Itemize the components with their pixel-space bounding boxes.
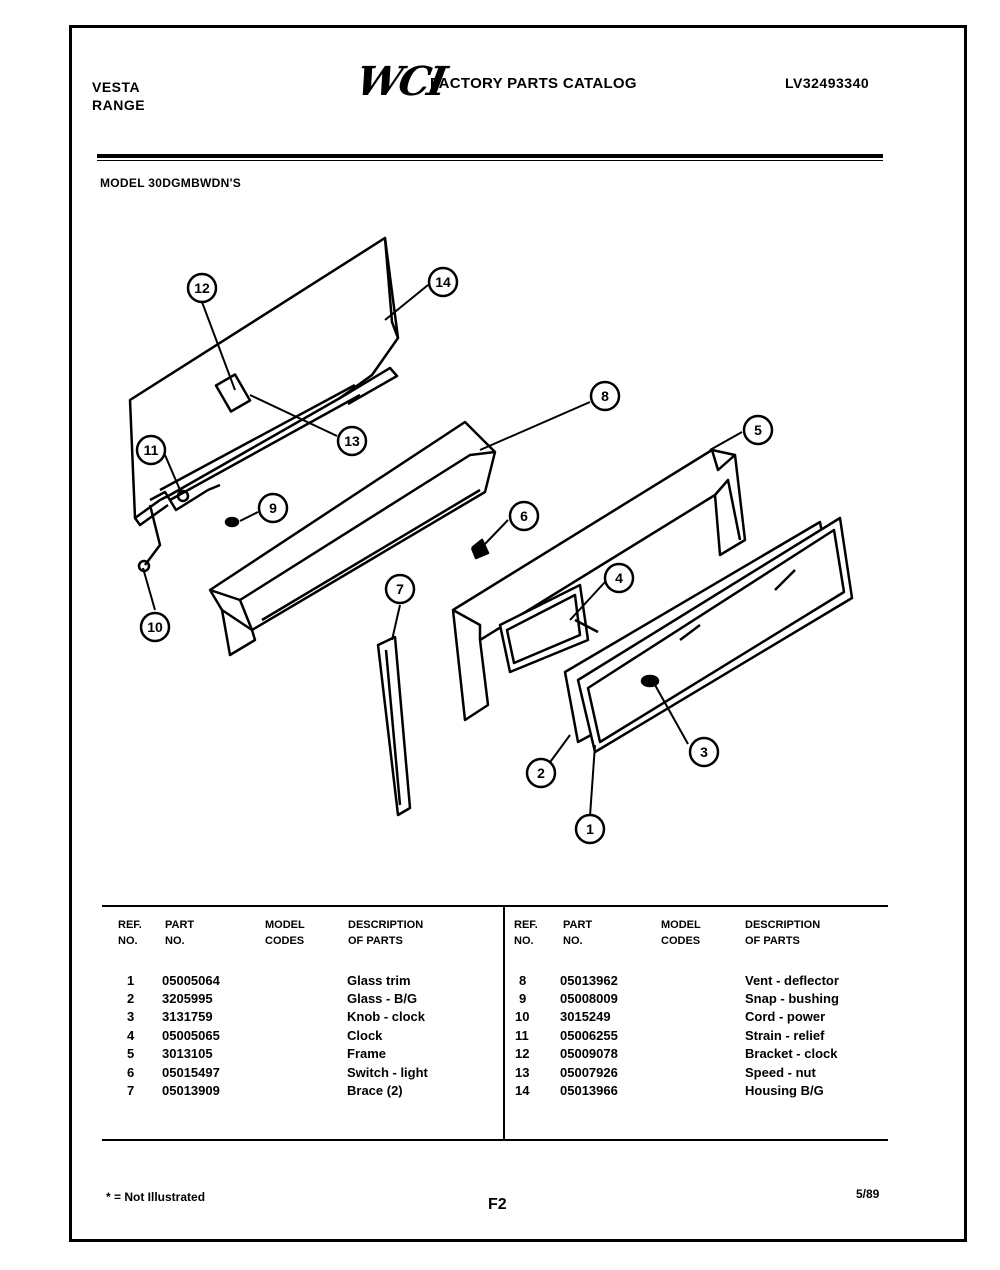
callout-1 (576, 815, 604, 843)
callout-11 (137, 436, 165, 464)
part-number: 05007926 (560, 1065, 618, 1080)
part-description: Strain - relief (745, 1028, 825, 1043)
brand-line-2: RANGE (92, 97, 146, 113)
part-description: Glass - B/G (347, 991, 418, 1006)
svg-text:7: 7 (396, 581, 404, 597)
svg-text:3: 3 (700, 744, 708, 760)
svg-text:2: 2 (537, 765, 545, 781)
part-number: 3205995 (162, 991, 213, 1006)
part-description: Housing B/G (745, 1083, 824, 1098)
part-number: 3013105 (162, 1046, 213, 1061)
header-desc-left: DESCRIPTION OF PARTS (348, 919, 424, 947)
brand-line-1: VESTA (92, 79, 141, 95)
part-description: Bracket - clock (745, 1046, 838, 1061)
part-number: 05013962 (560, 973, 618, 988)
header-part-left: PART NO. (165, 919, 195, 947)
callout-13 (338, 427, 366, 455)
header-model-left: MODEL CODES (265, 919, 305, 947)
svg-text:8: 8 (601, 388, 609, 404)
svg-text:11: 11 (143, 442, 159, 458)
table-row: 3 (127, 1009, 135, 1024)
catalog-code: LV32493340 (785, 75, 870, 91)
svg-text:12: 12 (194, 280, 210, 296)
knob-clock-part (642, 676, 658, 686)
callout-8 (591, 382, 619, 410)
part-description: Speed - nut (745, 1065, 816, 1080)
svg-text:6: 6 (520, 508, 528, 524)
header-desc-right: DESCRIPTION OF PARTS (745, 919, 821, 947)
table-row: 7 (127, 1083, 135, 1098)
part-number: 05005064 (162, 973, 220, 988)
part-description: Switch - light (347, 1065, 428, 1080)
date-code: 5/89 (856, 1187, 880, 1201)
table-row: 12 (515, 1046, 530, 1061)
callout-9 (259, 494, 287, 522)
table-top-rule (102, 905, 888, 907)
svg-text:10: 10 (147, 619, 163, 635)
svg-text:5: 5 (754, 422, 762, 438)
callout-4 (605, 564, 633, 592)
table-row: 8 (519, 973, 527, 988)
wci-logo: WCI (352, 58, 448, 105)
part-number: 05013909 (162, 1083, 220, 1098)
snap-bushing-part (226, 518, 238, 526)
svg-text:13: 13 (344, 433, 360, 449)
not-illustrated-note: * = Not Illustrated (106, 1190, 206, 1204)
table-row: 14 (515, 1083, 530, 1098)
part-description: Knob - clock (347, 1009, 426, 1024)
part-number: 05006255 (560, 1028, 618, 1043)
part-description: Snap - bushing (745, 991, 839, 1006)
callout-6 (510, 502, 538, 530)
callout-7 (386, 575, 414, 603)
table-divider (503, 907, 505, 1140)
page-code: F2 (488, 1196, 507, 1213)
part-description: Cord - power (745, 1009, 826, 1024)
part-description: Brace (2) (347, 1083, 403, 1098)
part-description: Glass trim (347, 973, 411, 988)
header-part-right: PART NO. (563, 919, 593, 947)
table-row: 11 (515, 1028, 529, 1043)
part-number: 05009078 (560, 1046, 618, 1061)
callout-14 (429, 268, 457, 296)
part-number: 05005065 (162, 1028, 220, 1043)
svg-text:1: 1 (586, 821, 594, 837)
header-ref-right: REF. NO. (514, 919, 538, 947)
table-row: 1 (127, 973, 135, 988)
svg-text:14: 14 (435, 274, 451, 290)
callout-2 (527, 759, 555, 787)
svg-text:4: 4 (615, 570, 623, 586)
table-row: 10 (515, 1009, 530, 1024)
part-number: 05008009 (560, 991, 618, 1006)
part-number: 3015249 (560, 1009, 611, 1024)
table-bottom-rule (102, 1139, 888, 1141)
header-ref-left: REF. NO. (118, 919, 142, 947)
callout-5 (744, 416, 772, 444)
table-row: 6 (127, 1065, 135, 1080)
brace-part (378, 637, 410, 815)
table-row: 5 (127, 1046, 135, 1061)
table-row: 2 (127, 991, 135, 1006)
catalog-title: FACTORY PARTS CATALOG (430, 75, 637, 92)
callout-12 (188, 274, 216, 302)
model-number: MODEL 30DGMBWDN'S (100, 176, 242, 190)
callout-10 (141, 613, 169, 641)
callout-3 (690, 738, 718, 766)
part-description: Frame (347, 1046, 387, 1061)
table-row: 4 (127, 1028, 135, 1043)
part-number: 3131759 (162, 1009, 213, 1024)
header-model-right: MODEL CODES (661, 919, 701, 947)
part-number: 05013966 (560, 1083, 618, 1098)
table-row: 13 (515, 1065, 530, 1080)
part-description: Vent - deflector (745, 973, 839, 988)
table-row: 9 (519, 991, 527, 1006)
svg-text:9: 9 (269, 500, 277, 516)
part-description: Clock (347, 1028, 383, 1043)
part-number: 05015497 (162, 1065, 220, 1080)
vent-deflector-part (210, 422, 495, 655)
